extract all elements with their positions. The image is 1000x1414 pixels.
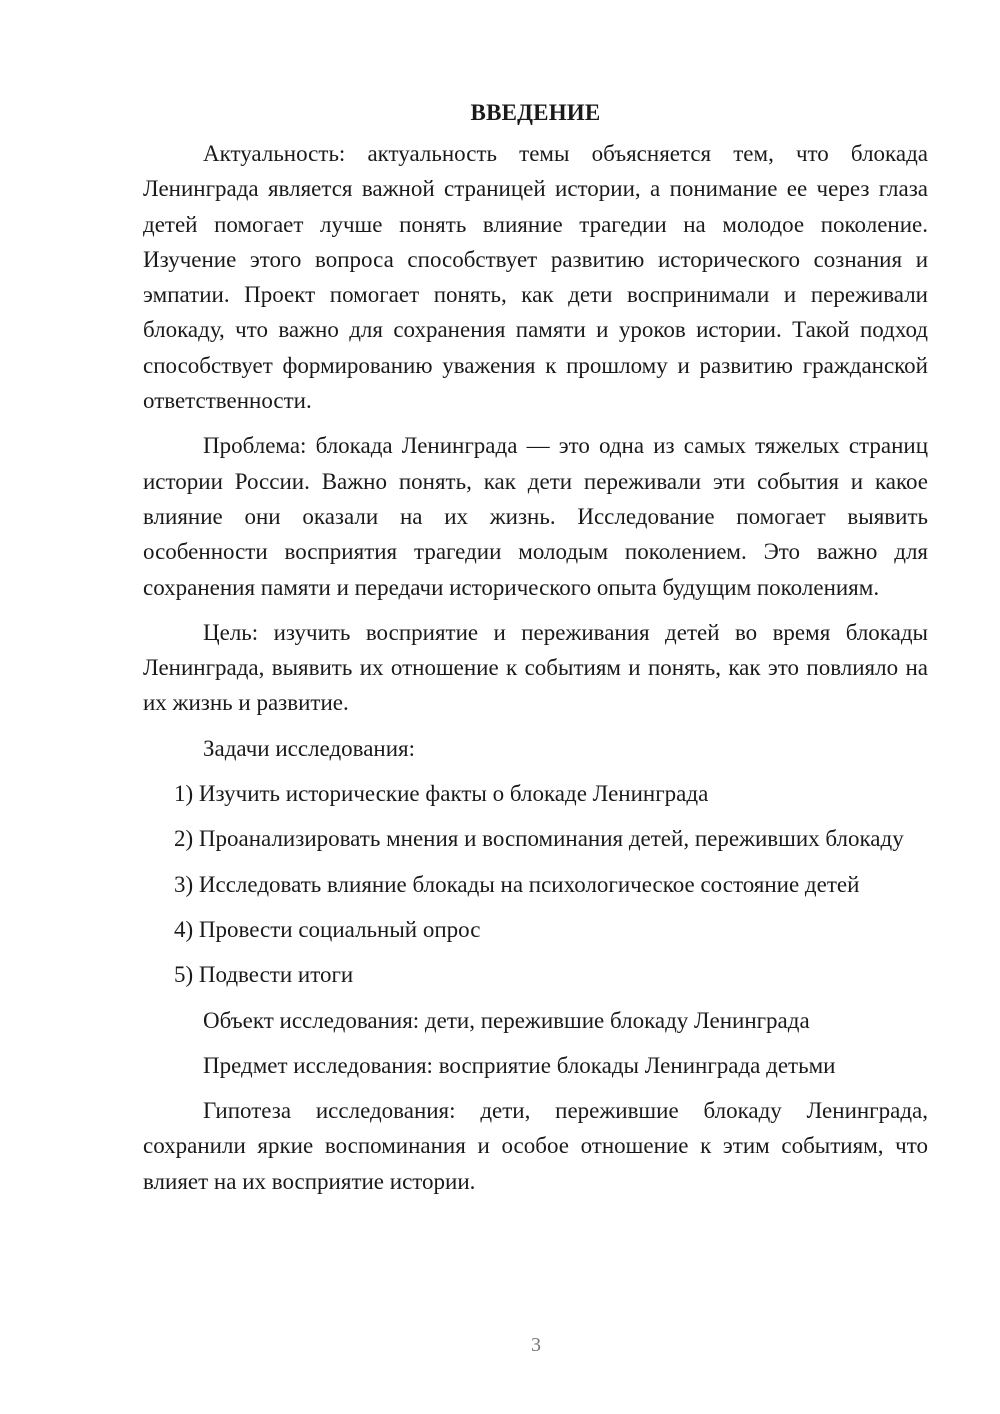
- relevance-paragraph: Актуальность: актуальность темы объясняется тем, что блокада Ленинграда является важной страницей истории, а понимание ее через глаза детей помогает лучше понять влияние трагедии на молодое поколение. Изучение этого вопроса способствует развитию исторического сознания и эмпатии. Проект помогает понять, как дети воспринимали и переживали блокаду, что важно для сохранения памяти и уроков истории. Такой подход способствует формированию уважения к прошлому и развитию гражданской ответственности.: [143, 141, 928, 414]
- task-item: 1) Изучить исторические факты о блокаде Ленинграда: [174, 781, 709, 807]
- hypothesis-paragraph: Гипотеза исследования: дети, пережившие блокаду Ленинграда, сохранили яркие воспоминания и особое отношение к этим событиям, что влияет на их восприятие истории.: [143, 1098, 928, 1194]
- problem-paragraph: Проблема: блокада Ленинграда — это одна из самых тяжелых страниц истории России. Важно понять, как дети переживали эти события и какое влияние они оказали на их жизнь. Исследование помогает выявить особенности восприятия трагедии молодым поколением. Это важно для сохранения памяти и передачи исторического опыта будущим поколениям.: [143, 433, 928, 600]
- subject-paragraph: Предмет исследования: восприятие блокады Ленинграда детьми: [203, 1052, 836, 1078]
- object-paragraph: Объект исследования: дети, пережившие блокаду Ленинграда: [203, 1007, 810, 1033]
- task-item: 3) Исследовать влияние блокады на психологическое состояние детей: [174, 871, 860, 897]
- tasks-heading: Задачи исследования:: [203, 735, 416, 761]
- task-item: 2) Проанализировать мнения и воспоминания детей, переживших блокаду: [174, 826, 904, 852]
- document-body: [143, 95, 928, 1209]
- task-item: 5) Подвести итоги: [174, 962, 354, 988]
- goal-paragraph: Цель: изучить восприятие и переживания детей во время блокады Ленинграда, выявить их отношение к событиям и понять, как это повлияло на их жизнь и развитие.: [143, 619, 928, 716]
- page-title: ВВЕДЕНИЕ: [470, 100, 601, 125]
- task-item: 4) Провести социальный опрос: [174, 916, 481, 942]
- page-number: 3: [531, 1334, 541, 1356]
